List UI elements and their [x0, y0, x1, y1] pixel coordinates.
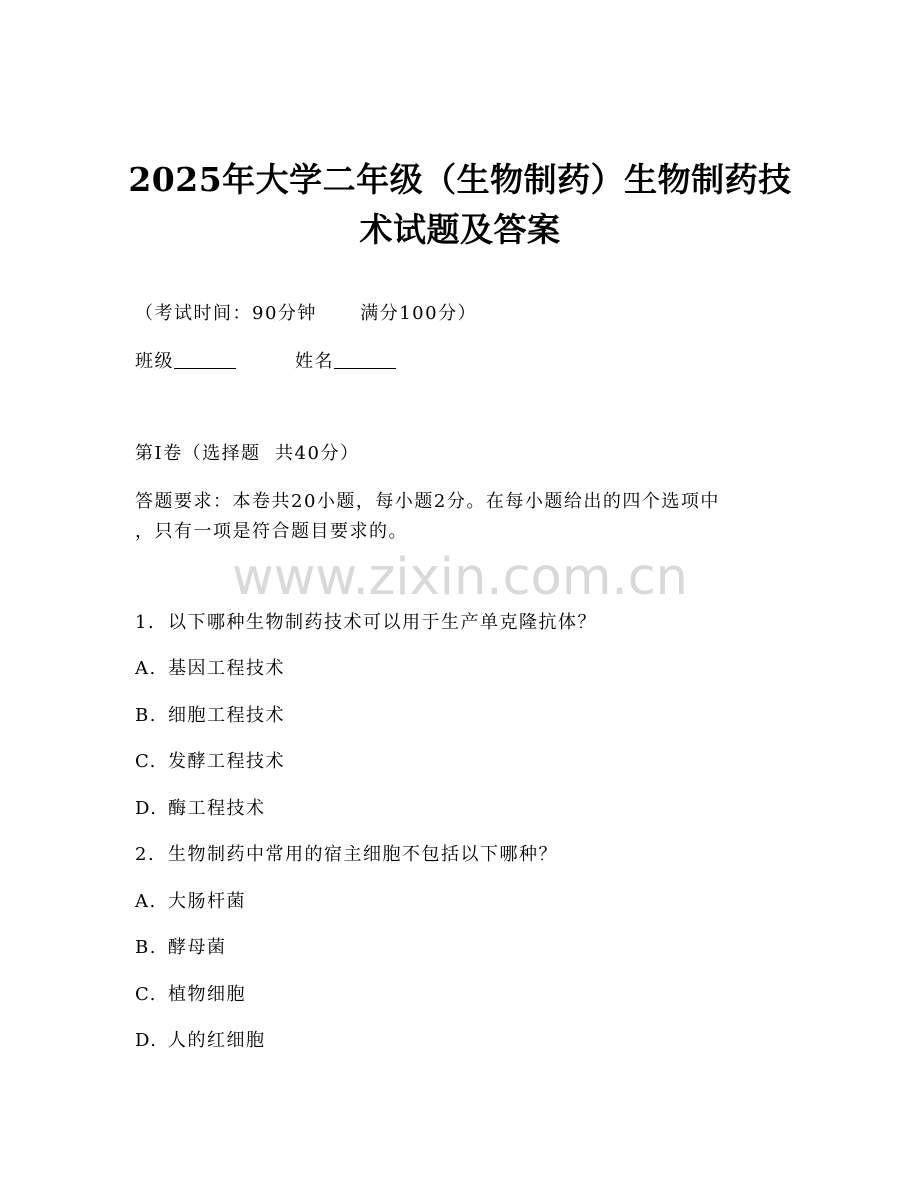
- requirement-line-2: ，只有一项是符合题目要求的。: [135, 521, 408, 542]
- option-text: 细胞工程技术: [168, 705, 285, 726]
- class-label: 班级: [135, 351, 174, 372]
- question-1-option-c: [135, 750, 285, 774]
- name-label: 姓名: [295, 351, 334, 372]
- option-letter: B.: [135, 705, 157, 726]
- option-letter: D.: [135, 1030, 158, 1051]
- question-1-option-b: [135, 704, 285, 728]
- option-letter: A.: [135, 658, 157, 679]
- option-text: 基因工程技术: [168, 658, 285, 679]
- option-text: 人的红细胞: [168, 1030, 266, 1051]
- section-heading: 第Ⅰ卷（选择题 共40分）: [135, 443, 360, 464]
- option-letter: D.: [135, 798, 158, 819]
- option-text: 植物细胞: [168, 984, 246, 1005]
- class-field: [135, 350, 236, 374]
- option-text: 酵母菌: [168, 937, 227, 958]
- question-2-option-b: [135, 936, 227, 960]
- question-number: 2.: [135, 844, 156, 865]
- question-1-option-d: [135, 797, 266, 821]
- question-2-option-c: [135, 983, 246, 1007]
- exam-info: （考试时间：90分钟 满分100分）: [135, 303, 478, 324]
- question-2-option-a: [135, 890, 246, 914]
- option-text: 酶工程技术: [168, 798, 266, 819]
- document-title-line2: 术试题及答案: [359, 210, 561, 249]
- name-field: [295, 350, 396, 374]
- option-letter: C.: [135, 751, 157, 772]
- name-blank: [334, 350, 396, 369]
- question-1: [135, 611, 597, 635]
- option-letter: B.: [135, 937, 157, 958]
- question-text: 生物制药中常用的宿主细胞不包括以下哪种？: [168, 844, 558, 865]
- question-2-option-d: [135, 1029, 266, 1053]
- question-2: [135, 843, 558, 867]
- question-text: 以下哪种生物制药技术可以用于生产单克隆抗体？: [168, 612, 597, 633]
- option-letter: A.: [135, 891, 157, 912]
- option-text: 大肠杆菌: [168, 891, 246, 912]
- option-text: 发酵工程技术: [168, 751, 285, 772]
- question-number: 1.: [135, 612, 156, 633]
- class-blank: [174, 350, 236, 369]
- option-letter: C.: [135, 984, 157, 1005]
- question-1-option-a: [135, 657, 285, 681]
- watermark: www.zixin.com.cn: [232, 548, 688, 607]
- document-title-line1: 2025年大学二年级（生物制药）生物制药技: [128, 160, 792, 199]
- requirement-line-1: 答题要求：本卷共20小题，每小题2分。在每小题给出的四个选项中: [135, 491, 720, 512]
